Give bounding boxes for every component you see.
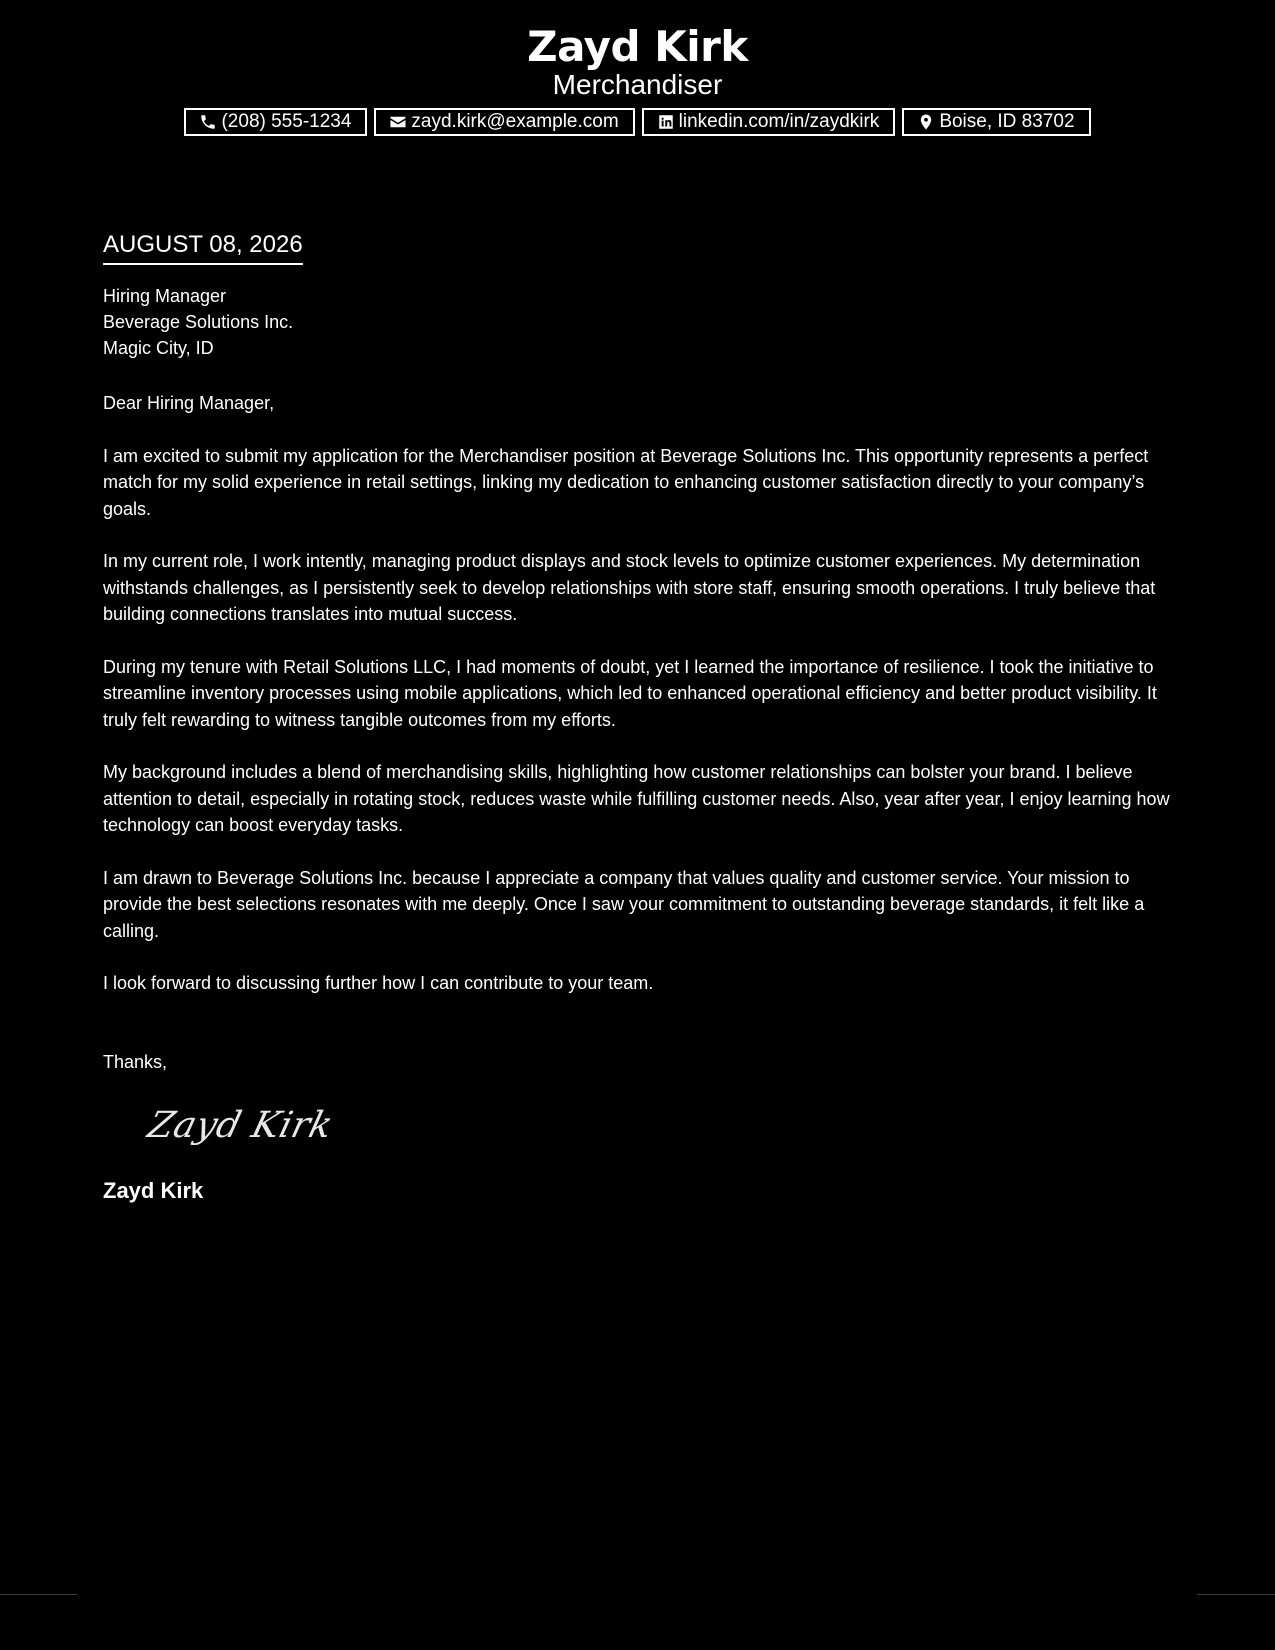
map-marker-icon (917, 113, 935, 131)
applicant-job-title: Merchandiser (552, 69, 723, 100)
recipient-block (103, 283, 1178, 361)
footer-rule-right (1197, 1594, 1275, 1595)
contact-email (374, 108, 634, 136)
linkedin-icon (657, 113, 675, 131)
contact-linkedin-text: linkedin.com/in/zaydkirk (678, 111, 880, 132)
body-paragraph: I look forward to discussing further how I can contribute to your team. (103, 973, 654, 993)
contact-phone-text: (208) 555-1234 (221, 111, 352, 132)
phone-icon (199, 113, 217, 131)
contact-linkedin (642, 108, 896, 136)
contact-email-text: zayd.kirk@example.com (411, 111, 619, 132)
contact-location-text: Boise, ID 83702 (939, 111, 1075, 132)
letter-header (0, 20, 1275, 136)
recipient-location: Magic City, ID (103, 338, 214, 358)
contact-location (902, 108, 1090, 136)
contact-bar (0, 108, 1275, 136)
contact-phone (184, 108, 367, 136)
applicant-name: Zayd Kirk (527, 22, 748, 71)
signer-name: Zayd Kirk (103, 1178, 204, 1203)
body-paragraph: In my current role, I work intently, managing product displays and stock levels to optimize customer experiences. My determination withstands challenges, as I persistently seek to develop relationships with store staff, ensuring smooth operations. I truly believe that building connections translates into mutual success. (103, 551, 1156, 624)
body-paragraph: During my tenure with Retail Solutions LLC, I had moments of doubt, yet I learned the importance of resilience. I took the initiative to streamline inventory processes using mobile applications, which led to enhanced operational efficiency and better product visibility. It truly felt rewarding to witness tangible outcomes from my efforts. (103, 656, 1157, 730)
body-paragraph: I am drawn to Beverage Solutions Inc. because I appreciate a company that values quality and customer service. Your mission to provide the best selections resonates with me deeply. Once I saw your commitment to outstanding beverage standards, it felt like a calling. (103, 867, 1145, 941)
body-paragraph: My background includes a blend of merchandising skills, highlighting how customer relationships can bolster your brand. I believe attention to detail, especially in rotating stock, reduces waste while fulfilling customer needs. Also, year after year, I enjoy learning how technology can boost everyday tasks. (103, 762, 1170, 835)
envelope-icon (389, 113, 407, 131)
letter-body (103, 228, 1178, 1205)
body-paragraph: I am excited to submit my application for the Merchandiser position at Beverage Solutions Inc. This opportunity represents a perfect match for my solid experience in retail settings, linking my dedication to enhancing customer satisfaction directly to your company’s goals. (103, 445, 1149, 519)
footer-rule-left (0, 1594, 77, 1595)
handwritten-signature: Zayd Kirk (143, 1105, 338, 1146)
recipient-company: Beverage Solutions Inc. (103, 312, 294, 332)
recipient-title: Hiring Manager (103, 286, 227, 306)
letter-date: AUGUST 08, 2026 (103, 228, 303, 265)
salutation: Dear Hiring Manager, (103, 393, 275, 413)
closing: Thanks, (103, 1051, 168, 1072)
